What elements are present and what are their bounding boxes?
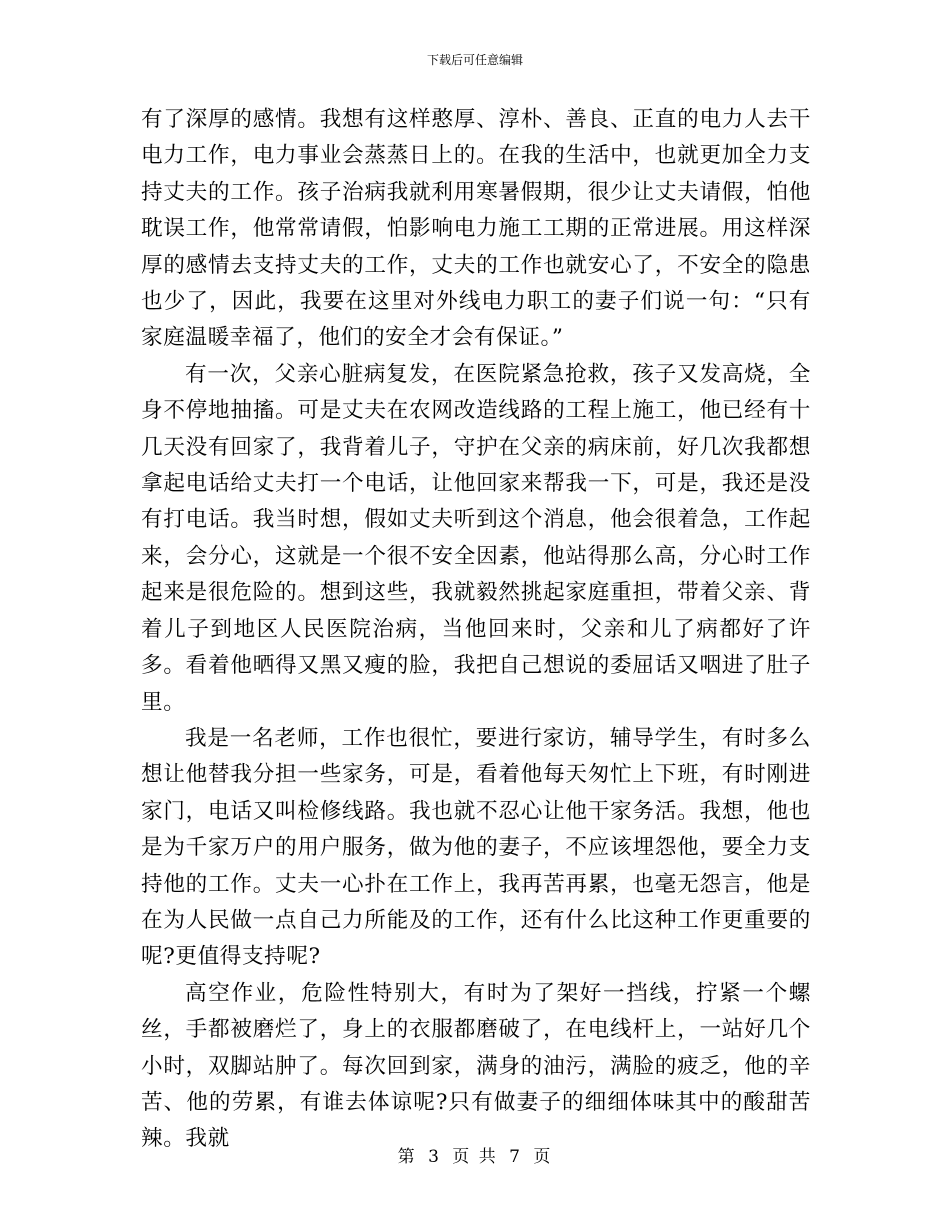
footer-prefix: 第	[397, 1147, 417, 1167]
paragraph: 我是一名老师，工作也很忙，要进行家访，辅导学生，有时多么想让他替我分担一些家务，可是，看着他每天匆忙上下班，有时刚进家门，电话又叫检修线路。我也就不忍心让他干家务活。我想，他也是为千家万户的用户服务，做为他的妻子，不应该埋怨他，要全力支持他的工作。丈夫一心扑在工作上，我再苦再累，也毫无怨言，他是在为人民做一点自己力所能及的工作，还有什么比这种工作更重要的呢?更值得支持呢?	[141, 725, 811, 970]
footer-middle: 页 共	[452, 1147, 498, 1167]
page-footer	[0, 1146, 950, 1168]
paragraph: 有一次，父亲心脏病复发，在医院紧急抢救，孩子又发高烧，全身不停地抽搐。可是丈夫在农网改造线路的工程上施工，他已经有十几天没有回家了，我背着儿子，守护在父亲的病床前，好几次我都想拿起电话给丈夫打一个电话，让他回家来帮我一下，可是，我还是没有打电话。我当时想，假如丈夫听到这个消息，他会很着急，工作起来，会分心，这就是一个很不安全因素，他站得那么高，分心时工作起来是很危险的。想到这些，我就毅然挑起家庭重担，带着父亲、背着儿子到地区人民医院治病，当他回来时，父亲和儿了病都好了许多。看着他晒得又黑又瘦的脸，我把自己想说的委屈话又咽进了肚子里。	[141, 361, 811, 715]
header-note: 下载后可任意编辑	[426, 53, 523, 67]
document-body	[141, 102, 811, 1158]
paragraph: 有了深厚的感情。我想有这样憨厚、淳朴、善良、正直的电力人去干电力工作，电力事业会蒸蒸日上的。在我的生活中，也就更加全力支持丈夫的工作。孩子治病我就利用寒暑假期，很少让丈夫请假，怕他耽误工作，他常常请假，怕影响电力施工工期的正常进展。用这样深厚的感情去支持丈夫的工作，丈夫的工作也就安心了，不安全的隐患也少了，因此，我要在这里对外线电力职工的妻子们说一句：“只有家庭温暖幸福了，他们的安全才会有保证。”	[141, 107, 811, 351]
paragraph: 高空作业，危险性特别大，有时为了架好一挡线，拧紧一个螺丝，手都被磨烂了，身上的衣服都磨破了，在电线杆上，一站好几个小时，双脚站肿了。每次回到家，满身的油污，满脸的疲乏，他的辛苦、他的劳累，有谁去体谅呢?只有做妻子的细细体味其中的酸甜苦辣。我就	[141, 980, 811, 1152]
current-page-number: 3	[428, 1147, 441, 1167]
footer-suffix: 页	[533, 1147, 553, 1167]
total-pages-number: 7	[509, 1147, 522, 1167]
